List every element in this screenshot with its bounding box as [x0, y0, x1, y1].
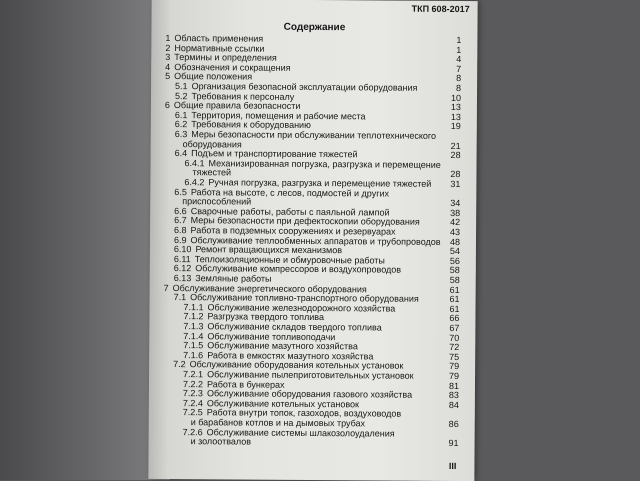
toc-entry-number: 6.2: [174, 119, 188, 130]
toc-entry-title: Обслуживание топливно-транспортного оборудования: [190, 292, 419, 304]
toc-entry-page: 66: [449, 313, 460, 324]
toc-entry-title: Обслуживание железнодорожного хозяйства: [207, 302, 396, 314]
toc-entry-number: 5: [165, 71, 171, 82]
toc-entry-page: 58: [449, 274, 460, 286]
toc-entry-title: Обслуживание оборудования газового хозяйства: [206, 388, 413, 400]
toc-entry-number: 6.3: [174, 129, 188, 140]
toc-entry-page: 91: [448, 438, 459, 449]
toc-entry-number: 7.2.6: [182, 426, 203, 437]
toc-entry-page: 61: [449, 284, 460, 295]
toc-entry-page: 42: [450, 217, 461, 228]
toc-entry-number: 6.5: [174, 186, 187, 197]
toc-entry-number: 1: [165, 32, 171, 43]
toc-entry-number: 6: [164, 100, 170, 111]
toc-entry-page: 81: [448, 380, 460, 391]
toc-entry-number: 7.2.1: [183, 369, 204, 380]
toc-entry-number: 4: [165, 61, 171, 72]
toc-entry-page: 43: [450, 226, 461, 238]
toc-entry-title-cont: тяжестей: [192, 167, 232, 178]
toc-entry-title: Механизированная погрузка, разгрузка и перемещение: [208, 158, 441, 170]
toc-entry-number: 7.1.3: [183, 321, 204, 332]
toc-entry-title: Работа в подземных сооружениях и резервуарах: [190, 225, 396, 237]
toc-entry-page: 56: [449, 255, 460, 266]
toc-entry-number: 7.2.3: [182, 388, 203, 399]
background-left: [0, 0, 170, 480]
toc-entry-page: 31: [450, 178, 461, 190]
document-code: ТКП 608-2017: [411, 3, 470, 15]
toc-entry-title: Обозначения и сокращения: [174, 61, 291, 73]
toc-entry-page: 84: [448, 399, 459, 410]
toc-entry-page: 19: [450, 121, 461, 132]
toc-entry-title: Обслуживание системы шлакозолоудаления: [206, 426, 395, 439]
toc-entry-number: 7.1: [173, 292, 187, 303]
toc-entry-title: Подъем и транспортирование тяжестей: [191, 148, 358, 160]
toc-entry-title: Обслуживание пылеприготовительных установок: [207, 369, 414, 381]
toc-entry-page: 61: [449, 303, 460, 314]
toc-entry-title: Разгрузка твердого топлива: [207, 311, 325, 323]
toc-entry-page: 38: [450, 207, 461, 218]
toc-entry-page: 86: [448, 418, 459, 430]
toc-entry-title: Земляные работы: [195, 273, 272, 284]
toc-entry-title: Теплоизоляционные и обмуровочные работы: [194, 253, 385, 266]
toc-entry-number: 7: [163, 282, 169, 293]
toc-entry-number: 3: [165, 52, 171, 63]
toc-entry-page: 10: [450, 92, 462, 103]
toc-entry-page: 58: [449, 265, 460, 276]
toc-entry-title: Общие правила безопасности: [173, 100, 301, 112]
toc-entry-number: 7.1.1: [183, 301, 204, 313]
toc-entry-page: 54: [449, 246, 460, 257]
toc-entry-title: Ручная погрузка, разгрузка и перемещение тяжестей: [208, 177, 432, 189]
toc-entry-title: Меры безопасности при дефектоскопии оборудования: [190, 215, 420, 228]
toc-entry-page: 13: [450, 111, 461, 122]
toc-entry-title: Территория, помещения и рабочие места: [191, 109, 366, 122]
toc-entry-number: 6.11: [173, 253, 191, 264]
toc-entry-page: 1: [456, 34, 462, 46]
toc-entry-title: Общие положения: [174, 71, 253, 82]
toc-entry-continuation: [191, 436, 459, 448]
toc-entry-number: 6.10: [173, 244, 192, 255]
toc-entry-number: 7.2: [173, 359, 186, 370]
toc-entry-title: Обслуживание мазутного хозяйства: [207, 340, 358, 352]
toc-entry-title: Обслуживание котельных установок: [206, 398, 360, 410]
toc-entry-number: 6.4: [174, 148, 188, 159]
toc-entry-page: 72: [449, 342, 460, 353]
toc-entry-page: 75: [449, 351, 460, 362]
toc-entry-number: 2: [165, 42, 171, 53]
toc-entry-page: 67: [449, 322, 460, 334]
toc-entry-title: Обслуживание складов твердого топлива: [207, 321, 382, 333]
toc-entry-title: Требования к оборудованию: [191, 119, 311, 131]
toc-entry-page: 70: [449, 332, 460, 343]
page-number: III: [448, 460, 457, 472]
toc-entry-number: 6.9: [173, 234, 187, 245]
toc-entry-page: 1: [456, 44, 462, 55]
toc-entry-title: Обслуживание оборудования котельных установок: [189, 359, 404, 372]
toc-entry-page: 7: [456, 63, 462, 74]
toc-entry-title: Нормативные ссылки: [174, 42, 265, 54]
toc-entry-page: 8: [456, 82, 462, 94]
toc-entry-number: 5.1: [175, 81, 188, 92]
toc-entry-title: Обслуживание энергетического оборудования: [172, 282, 367, 294]
toc-entry-title: Сварочные работы, работы с паяльной лампой: [190, 205, 390, 218]
toc-entry-number: 7.1.5: [183, 340, 204, 351]
toc-entry-page: 21: [450, 140, 461, 151]
toc-entry-page: 13: [450, 102, 461, 113]
toc-entry-number: 6.4.1: [184, 157, 205, 169]
toc-entry-title-cont: и золоотвалов: [190, 436, 252, 447]
toc-entry-number: 6.7: [174, 215, 187, 226]
toc-entry-title: Обслуживание компрессоров и воздухопроводов: [195, 263, 402, 276]
toc-entry-page: 28: [450, 150, 461, 161]
document-page: [148, 0, 477, 481]
toc-entry-page: 8: [456, 73, 462, 84]
toc-entry-title: Работа внутри топок, газоходов, воздуховодов: [206, 407, 402, 420]
toc-entry-page: 79: [449, 370, 460, 382]
toc-entry-number: 5.2: [174, 90, 188, 101]
background-right: [476, 0, 640, 480]
toc-entry-number: 6.13: [173, 273, 192, 284]
toc-entry-number: 6.6: [174, 205, 187, 216]
toc-entry-page: 28: [450, 169, 461, 180]
toc-entry-number: 7.2.5: [182, 407, 203, 418]
toc-entry-title: Ремонт вращающихся механизмов: [195, 244, 343, 256]
toc-entry-number: 7.1.2: [183, 311, 204, 322]
toc-entry-number: 7.1.4: [183, 330, 204, 341]
toc-entry-title: Требования к персоналу: [191, 90, 295, 102]
toc-entry-title-cont: и барабанов котлов и на дымовых трубах: [190, 417, 366, 429]
toc-entry-title: Термины и определения: [174, 52, 277, 63]
page-title: Содержание: [283, 21, 346, 34]
toc-entry-number: 7.1.6: [183, 349, 204, 361]
toc-entry-number: 6.4.2: [184, 177, 205, 188]
toc-entry-title-cont: приспособлений: [182, 196, 252, 207]
toc-entry-page: 4: [456, 54, 462, 65]
toc-entry-title: Область применения: [174, 33, 264, 44]
toc-entry-page: 48: [449, 236, 461, 247]
toc-entry-page: 79: [449, 361, 460, 372]
toc-entry-number: 6.8: [174, 225, 187, 236]
toc-entry-number: 7.2.4: [182, 397, 203, 409]
toc-entry-title: Обслуживание топливоподачи: [207, 330, 336, 342]
toc-entry-title: Организация безопасной эксплуатации оборудования: [191, 81, 418, 93]
toc-entry-number: 7.2.2: [182, 378, 204, 389]
toc-entry-number: 6.12: [173, 263, 192, 274]
toc-entry-page: 83: [448, 390, 459, 401]
toc-entry-page: 61: [449, 294, 460, 305]
toc-entry-page: 34: [450, 198, 461, 209]
toc-entry-title: Меры безопасности при обслуживании теплотехнического: [191, 129, 437, 141]
toc-entry-number: 6.1: [174, 109, 188, 120]
toc-entry-title: Работа на высоте, с лесов, подмостей и других: [190, 186, 390, 199]
toc-entry-title: Работа в бункерах: [206, 378, 285, 390]
toc-entry-title: Работа в емкостях мазутного хозяйства: [207, 350, 374, 362]
toc-entry-title-cont: оборудования: [182, 138, 242, 150]
toc-entry-title: Обслуживание теплообменных аппаратов и трубопроводов: [190, 234, 441, 247]
